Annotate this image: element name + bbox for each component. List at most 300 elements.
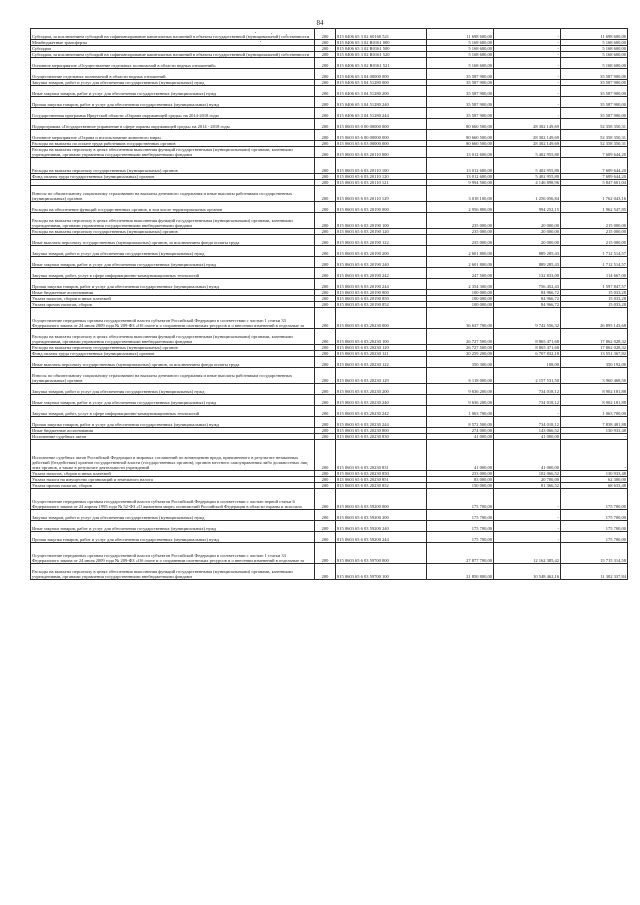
row-name-cell: Закупка товаров, работ и услуг для обеспечения государственных (муниципальных) нужд xyxy=(31,510,315,521)
row-name-cell: Прочая закупка товаров, работ и услуг для обеспечения государственных (муниципальных) нужд xyxy=(31,417,315,428)
page-number: 84 xyxy=(316,19,324,27)
row-executed-amount-cell: - xyxy=(494,86,561,97)
row-name-cell: Осуществление переданных органам государственной власти субъектов Российской Федерации в соответствии с частью 1 статьи 33 Федерального закона от 24 июля 2009 года № 209-ФЗ «Об охоте и о сохранении охотничьих ресурсов и о внесении изменений в отдельные за xyxy=(31,308,315,329)
row-budget-code-cell: 815 0603 65 6 03 20230 200 xyxy=(336,384,427,395)
row-budget-code-cell: 815 0603 65 6 03 20110 000 xyxy=(336,147,427,158)
row-name-cell: Межбюджетные трансферты xyxy=(31,40,315,46)
row-executed-amount-cell: 10 548 462,16 xyxy=(494,564,561,580)
row-executed-amount-cell: 84 966,72 xyxy=(494,302,561,308)
row-name-cell: Расходы на обеспечение функций государственных органов, в том числе территориальных органов xyxy=(31,202,315,213)
row-name-cell: Иные выплаты персоналу государственных (муниципальных) органов, за исключением фонда оплаты труда xyxy=(31,235,315,246)
row-admin-code-cell: 200 xyxy=(315,279,336,290)
row-approved-amount-cell: 41 000,00 xyxy=(427,434,494,440)
row-admin-code-cell: 200 xyxy=(315,229,336,235)
row-executed-amount-cell: 5 402 955,80 xyxy=(494,174,561,180)
row-unexecuted-amount-cell: 5 168 600,00 xyxy=(561,52,628,58)
row-budget-code-cell: 815 0603 65 6 03 20190 850 xyxy=(336,296,427,302)
row-executed-amount-cell: 20 000,00 xyxy=(494,213,561,229)
row-unexecuted-amount-cell: 13 551 367,82 xyxy=(561,351,628,357)
table-row xyxy=(31,202,628,213)
row-unexecuted-amount-cell: 7 609 644,20 xyxy=(561,147,628,158)
row-unexecuted-amount-cell: 175 700,00 xyxy=(561,489,628,510)
row-unexecuted-amount-cell: 15 033,28 xyxy=(561,302,628,308)
row-budget-code-cell: 815 0406 65 3 04 51280 244 xyxy=(336,108,427,119)
row-executed-amount-cell: - xyxy=(494,40,561,46)
row-name-cell: Субсидии, за исключением субсидий на софинансирование капитальных вложений в объекты государственной (муниципальной) собственности xyxy=(31,29,315,40)
row-executed-amount-cell: 20 000,00 xyxy=(494,235,561,246)
row-unexecuted-amount-cell: 175 700,00 xyxy=(561,521,628,532)
row-approved-amount-cell: 175 700,00 xyxy=(427,510,494,521)
row-budget-code-cell: 815 0603 65 6 03 20110 120 xyxy=(336,174,427,180)
row-budget-code-cell: 815 0603 65 6 03 20190 244 xyxy=(336,279,427,290)
row-admin-code-cell: 200 xyxy=(315,58,336,69)
row-approved-amount-cell: 2 354 300,00 xyxy=(427,279,494,290)
row-unexecuted-amount-cell: 215 000,00 xyxy=(561,235,628,246)
table-row xyxy=(31,489,628,510)
table-row xyxy=(31,268,628,279)
row-executed-amount-cell: 41 000,00 xyxy=(494,434,561,440)
row-executed-amount-cell: - xyxy=(494,489,561,510)
table-row xyxy=(31,521,628,532)
row-admin-code-cell: 200 xyxy=(315,202,336,213)
row-approved-amount-cell: 274 000,00 xyxy=(427,428,494,434)
row-name-cell: Осуществление переданных органам государственной власти субъектов Российской Федерации в соответствии с частью первой статьи 6 Федерального закона от 24 апреля 1995 года № 52-ФЗ «О животном мире» полномочий Российской Федерации в области охраны и использо xyxy=(31,489,315,510)
row-admin-code-cell: 200 xyxy=(315,417,336,428)
row-budget-code-cell: 815 0406 65 3 02 S0160 521 xyxy=(336,29,427,40)
row-unexecuted-amount-cell: 35 587 900,00 xyxy=(561,108,628,119)
row-unexecuted-amount-cell: 8 902 181,88 xyxy=(561,384,628,395)
row-unexecuted-amount-cell: 17 862 028,32 xyxy=(561,329,628,345)
row-approved-amount-cell: 175 700,00 xyxy=(427,489,494,510)
row-admin-code-cell: 200 xyxy=(315,52,336,58)
row-name-cell: Расходы на выплаты персоналу государственных (муниципальных) органов xyxy=(31,229,315,235)
row-budget-code-cell: 815 0406 65 3 02 R0161 520 xyxy=(336,52,427,58)
row-name-cell: Иные закупки товаров, работ и услуг для обеспечения государственных (муниципальных) нужд xyxy=(31,395,315,406)
row-approved-amount-cell: 9 636 200,00 xyxy=(427,384,494,395)
row-budget-code-cell: 815 0603 65 6 03 20230 244 xyxy=(336,417,427,428)
row-approved-amount-cell: 2 601 800,00 xyxy=(427,246,494,257)
row-approved-amount-cell: 235 000,00 xyxy=(427,213,494,229)
row-unexecuted-amount-cell: - xyxy=(561,434,628,440)
table-row xyxy=(31,357,628,368)
row-admin-code-cell: 200 xyxy=(315,235,336,246)
row-budget-code-cell: 815 0406 65 3 02 R0161 000 xyxy=(336,40,427,46)
row-name-cell: Закупка товаров, работ, услуг в сфере информационно-коммуникационных технологий xyxy=(31,406,315,417)
row-name-cell: Закупка товаров, работ, услуг в сфере информационно-коммуникационных технологий xyxy=(31,268,315,279)
row-unexecuted-amount-cell: 350 192,00 xyxy=(561,357,628,368)
row-unexecuted-amount-cell: 62 300,00 xyxy=(561,477,628,483)
row-approved-amount-cell: 5 168 600,00 xyxy=(427,40,494,46)
row-unexecuted-amount-cell: 17 862 028,32 xyxy=(561,345,628,351)
row-name-cell: Уплата налогов, сборов и иных платежей xyxy=(31,471,315,477)
row-name-cell: Основное мероприятие «Осуществление отдельных полномочий в области водных отношений» xyxy=(31,58,315,69)
row-executed-amount-cell: 889 285,43 xyxy=(494,257,561,268)
row-name-cell: Закупка товаров, работ и услуг для обеспечения государственных (муниципальных) нужд xyxy=(31,246,315,257)
row-name-cell: Закупка товаров, работ и услуг для обеспечения государственных (муниципальных) нужд xyxy=(31,384,315,395)
row-unexecuted-amount-cell: 1 762 043,16 xyxy=(561,186,628,202)
row-admin-code-cell: 200 xyxy=(315,186,336,202)
row-approved-amount-cell: 100 000,00 xyxy=(427,296,494,302)
row-budget-code-cell: 815 0603 65 6 03 20230 121 xyxy=(336,351,427,357)
row-budget-code-cell: 815 0603 65 6 03 59200 244 xyxy=(336,532,427,543)
row-executed-amount-cell: 1 256 056,84 xyxy=(494,186,561,202)
row-admin-code-cell: 200 xyxy=(315,86,336,97)
row-approved-amount-cell: 35 587 900,00 xyxy=(427,108,494,119)
row-admin-code-cell: 200 xyxy=(315,296,336,302)
row-admin-code-cell: 200 xyxy=(315,174,336,180)
row-approved-amount-cell: 2 601 800,00 xyxy=(427,257,494,268)
row-budget-code-cell: 815 0603 65 6 03 20230 852 xyxy=(336,483,427,489)
row-admin-code-cell: 200 xyxy=(315,543,336,564)
table-row xyxy=(31,308,628,329)
row-executed-amount-cell: 102 066,52 xyxy=(494,471,561,477)
row-approved-amount-cell: 35 587 900,00 xyxy=(427,86,494,97)
table-row xyxy=(31,69,628,80)
row-unexecuted-amount-cell: 26 895 143,68 xyxy=(561,308,628,329)
table-row xyxy=(31,147,628,158)
row-executed-amount-cell: 84 966,72 xyxy=(494,290,561,296)
row-admin-code-cell: 200 xyxy=(315,158,336,174)
row-approved-amount-cell: 27 877 700,00 xyxy=(427,543,494,564)
row-approved-amount-cell: 1 063 700,00 xyxy=(427,406,494,417)
row-admin-code-cell: 200 xyxy=(315,351,336,357)
row-unexecuted-amount-cell: 5 168 600,00 xyxy=(561,46,628,52)
row-unexecuted-amount-cell: 11 698 600,00 xyxy=(561,29,628,40)
table-row xyxy=(31,213,628,229)
row-name-cell: Субсидии xyxy=(31,46,315,52)
row-unexecuted-amount-cell: 5 847 601,04 xyxy=(561,180,628,186)
row-admin-code-cell: 200 xyxy=(315,213,336,229)
table-row xyxy=(31,246,628,257)
row-admin-code-cell: 200 xyxy=(315,119,336,130)
row-unexecuted-amount-cell: 215 000,00 xyxy=(561,213,628,229)
row-approved-amount-cell: 2 956 800,00 xyxy=(427,202,494,213)
row-name-cell: Фонд оплаты труда государственных (муниципальных) органов xyxy=(31,174,315,180)
row-name-cell: Прочая закупка товаров, работ и услуг для обеспечения государственных (муниципальных) нужд xyxy=(31,279,315,290)
row-budget-code-cell: 815 0406 65 3 04 51280 000 xyxy=(336,80,427,86)
table-row xyxy=(31,417,628,428)
row-name-cell: Прочая закупка товаров, работ и услуг для обеспечения государственных (муниципальных) нужд xyxy=(31,532,315,543)
row-unexecuted-amount-cell: 215 000,00 xyxy=(561,229,628,235)
row-approved-amount-cell: 13 012 600,00 xyxy=(427,158,494,174)
row-unexecuted-amount-cell: 11 302 337,84 xyxy=(561,564,628,580)
row-approved-amount-cell: 247 500,00 xyxy=(427,268,494,279)
row-name-cell: Субсидии, за исключением субсидий на софинансирование капитальных вложений в объекты государственной (муниципальной) собственности xyxy=(31,52,315,58)
row-budget-code-cell: 815 0603 65 6 03 20190 240 xyxy=(336,257,427,268)
table-row xyxy=(31,384,628,395)
row-admin-code-cell: 200 xyxy=(315,368,336,384)
row-executed-amount-cell: - xyxy=(494,532,561,543)
row-name-cell: Расходы на выплаты персоналу в целях обеспечения выполнения функций государственными (муниципальными) органами, казенными учреждениями, органами управления государственными внебюджетными фондами xyxy=(31,329,315,345)
row-unexecuted-amount-cell: 130 933,48 xyxy=(561,428,628,434)
row-admin-code-cell: 200 xyxy=(315,69,336,80)
table-row xyxy=(31,86,628,97)
row-budget-code-cell: 815 0603 65 0 00 00000 000 xyxy=(336,119,427,130)
table-row xyxy=(31,543,628,564)
row-admin-code-cell: 200 xyxy=(315,357,336,368)
row-unexecuted-amount-cell: 175 700,00 xyxy=(561,510,628,521)
row-budget-code-cell: 815 0406 65 3 02 R0161 500 xyxy=(336,46,427,52)
row-unexecuted-amount-cell: - xyxy=(561,440,628,471)
row-approved-amount-cell: 9 994 500,00 xyxy=(427,180,494,186)
row-budget-code-cell: 815 0406 65 3 02 R0161 521 xyxy=(336,58,427,69)
row-budget-code-cell: 815 0406 65 3 04 51280 240 xyxy=(336,97,427,108)
row-unexecuted-amount-cell: 130 933,48 xyxy=(561,471,628,477)
row-unexecuted-amount-cell: 7 609 644,20 xyxy=(561,174,628,180)
table-row xyxy=(31,186,628,202)
row-budget-code-cell: 815 0603 65 6 03 20190 800 xyxy=(336,290,427,296)
row-approved-amount-cell: 350 300,00 xyxy=(427,357,494,368)
row-unexecuted-amount-cell: 175 700,00 xyxy=(561,532,628,543)
budget-table xyxy=(30,28,628,580)
table-row xyxy=(31,564,628,580)
row-admin-code-cell: 200 xyxy=(315,108,336,119)
row-admin-code-cell: 200 xyxy=(315,180,336,186)
row-unexecuted-amount-cell: 8 902 181,88 xyxy=(561,395,628,406)
row-approved-amount-cell: 35 587 900,00 xyxy=(427,97,494,108)
row-budget-code-cell: 815 0603 65 6 03 20230 240 xyxy=(336,395,427,406)
row-admin-code-cell: 200 xyxy=(315,302,336,308)
row-unexecuted-amount-cell: 35 587 900,00 xyxy=(561,97,628,108)
row-executed-amount-cell: 84 966,72 xyxy=(494,296,561,302)
row-approved-amount-cell: 8 572 500,00 xyxy=(427,417,494,428)
row-admin-code-cell: 200 xyxy=(315,141,336,147)
row-name-cell: Иные бюджетные ассигнования xyxy=(31,290,315,296)
row-name-cell: Расходы на выплаты персоналу государственных (муниципальных) органов xyxy=(31,345,315,351)
row-approved-amount-cell: 20 259 200,00 xyxy=(427,351,494,357)
row-budget-code-cell: 815 0603 65 6 03 20230 000 xyxy=(336,308,427,329)
row-budget-code-cell: 815 0406 65 3 04 00000 000 xyxy=(336,69,427,80)
row-name-cell: Расходы на выплаты персоналу государственных (муниципальных) органов xyxy=(31,158,315,174)
row-approved-amount-cell: 3 018 100,00 xyxy=(427,186,494,202)
row-approved-amount-cell: 235 000,00 xyxy=(427,235,494,246)
row-approved-amount-cell: 35 587 900,00 xyxy=(427,80,494,86)
table-row xyxy=(31,532,628,543)
row-executed-amount-cell: 28 302 149,69 xyxy=(494,141,561,147)
table-row xyxy=(31,235,628,246)
row-executed-amount-cell: 2 157 531,50 xyxy=(494,368,561,384)
table-row xyxy=(31,130,628,141)
row-name-cell: Иные закупки товаров, работ и услуг для обеспечения государственных (муниципальных) нужд xyxy=(31,521,315,532)
row-admin-code-cell: 200 xyxy=(315,428,336,434)
row-executed-amount-cell: 734 018,12 xyxy=(494,395,561,406)
row-approved-amount-cell: 35 587 900,00 xyxy=(427,69,494,80)
row-unexecuted-amount-cell: 5 168 600,00 xyxy=(561,40,628,46)
row-name-cell: Иные бюджетные ассигнования xyxy=(31,428,315,434)
row-executed-amount-cell: 6 707 832,18 xyxy=(494,351,561,357)
row-admin-code-cell: 200 xyxy=(315,246,336,257)
table-row xyxy=(31,406,628,417)
row-budget-code-cell: 815 0603 65 6 03 20110 100 xyxy=(336,158,427,174)
row-executed-amount-cell: 5 402 955,80 xyxy=(494,147,561,158)
row-approved-amount-cell: 235 000,00 xyxy=(427,229,494,235)
row-admin-code-cell: 200 xyxy=(315,521,336,532)
row-budget-code-cell: 815 0603 65 6 03 20230 120 xyxy=(336,345,427,351)
row-budget-code-cell: 815 0603 65 6 03 20230 100 xyxy=(336,329,427,345)
row-admin-code-cell: 200 xyxy=(315,477,336,483)
row-approved-amount-cell: 5 168 600,00 xyxy=(427,52,494,58)
row-approved-amount-cell: 100 000,00 xyxy=(427,302,494,308)
row-budget-code-cell: 815 0603 65 6 03 20230 242 xyxy=(336,406,427,417)
row-executed-amount-cell: 9 742 556,32 xyxy=(494,308,561,329)
row-executed-amount-cell: 12 162 385,42 xyxy=(494,543,561,564)
row-name-cell: Фонд оплаты труда государственных (муниципальных) органов xyxy=(31,351,315,357)
row-name-cell: Исполнение судебных актов Российской Федерации и мировых соглашений по возмещению вреда, причиненного в результате незаконных действий (бездействия) органов государственной власти (государственных органов), органов местного самоуправления либо должностных лиц этих органов, а также в результате деятельности учреждений xyxy=(31,440,315,471)
row-admin-code-cell: 200 xyxy=(315,80,336,86)
row-approved-amount-cell: 6 118 000,00 xyxy=(427,368,494,384)
row-unexecuted-amount-cell: 1 962 547,85 xyxy=(561,202,628,213)
row-admin-code-cell: 200 xyxy=(315,384,336,395)
row-approved-amount-cell: 80 660 500,00 xyxy=(427,130,494,141)
row-executed-amount-cell: - xyxy=(494,69,561,80)
row-unexecuted-amount-cell: 35 587 900,00 xyxy=(561,69,628,80)
row-name-cell: Иные закупки товаров, работ и услуг для обеспечения государственных (муниципальных) нужд xyxy=(31,86,315,97)
row-budget-code-cell: 815 0603 65 6 03 59200 200 xyxy=(336,510,427,521)
row-admin-code-cell: 200 xyxy=(315,489,336,510)
row-unexecuted-amount-cell: 52 358 350,31 xyxy=(561,141,628,147)
row-admin-code-cell: 200 xyxy=(315,329,336,345)
row-budget-code-cell: 815 0603 65 6 03 20230 800 xyxy=(336,428,427,434)
row-executed-amount-cell: 143 066,52 xyxy=(494,428,561,434)
row-name-cell: Основное мероприятие «Охрана и использование животного мира» xyxy=(31,130,315,141)
row-unexecuted-amount-cell: 1 712 514,57 xyxy=(561,246,628,257)
row-budget-code-cell: 815 0603 65 6 03 59700 100 xyxy=(336,564,427,580)
row-unexecuted-amount-cell: 52 358 350,31 xyxy=(561,130,628,141)
row-name-cell: Расходы на выплаты персоналу в целях обеспечения выполнения функций государственными (муниципальными) органами, казенными учреждениями, органами управления государственными внебюджетными фондами xyxy=(31,213,315,229)
row-admin-code-cell: 200 xyxy=(315,97,336,108)
row-executed-amount-cell: 28 302 149,69 xyxy=(494,119,561,130)
row-budget-code-cell: 815 0603 65 6 00 00000 000 xyxy=(336,130,427,141)
row-approved-amount-cell: 13 012 600,00 xyxy=(427,147,494,158)
row-executed-amount-cell: 889 285,43 xyxy=(494,246,561,257)
row-admin-code-cell: 200 xyxy=(315,345,336,351)
row-name-cell: Иные закупки товаров, работ и услуг для обеспечения государственных (муниципальных) нужд xyxy=(31,257,315,268)
row-admin-code-cell: 200 xyxy=(315,290,336,296)
row-executed-amount-cell: 132 833,00 xyxy=(494,268,561,279)
row-name-cell: Прочая закупка товаров, работ и услуг для обеспечения государственных (муниципальных) нужд xyxy=(31,97,315,108)
row-admin-code-cell: 200 xyxy=(315,147,336,158)
row-approved-amount-cell: 11 698 600,00 xyxy=(427,29,494,40)
row-admin-code-cell: 200 xyxy=(315,434,336,440)
table-row xyxy=(31,368,628,384)
row-executed-amount-cell: 734 018,12 xyxy=(494,384,561,395)
row-budget-code-cell: 815 0603 65 6 03 20190 200 xyxy=(336,246,427,257)
row-executed-amount-cell: - xyxy=(494,29,561,40)
row-approved-amount-cell: 83 000,00 xyxy=(427,477,494,483)
row-budget-code-cell: 815 0603 65 6 03 20230 850 xyxy=(336,471,427,477)
table-row xyxy=(31,97,628,108)
row-executed-amount-cell: 8 865 471,68 xyxy=(494,329,561,345)
row-name-cell: Расходы на выплаты персоналу в целях обеспечения выполнения функций государственными (муниципальными) органами, казенными учреждениями, органами управления государственными внебюджетными фондами xyxy=(31,147,315,158)
row-unexecuted-amount-cell: 1 712 514,57 xyxy=(561,257,628,268)
row-executed-amount-cell: 20 000,00 xyxy=(494,229,561,235)
row-name-cell: Иные выплаты персоналу государственных (муниципальных) органов, за исключением фонда оплаты труда xyxy=(31,357,315,368)
row-name-cell: Уплата прочих налогов, сборов xyxy=(31,483,315,489)
row-admin-code-cell: 200 xyxy=(315,395,336,406)
row-approved-amount-cell: 80 660 500,00 xyxy=(427,119,494,130)
row-admin-code-cell: 200 xyxy=(315,40,336,46)
row-unexecuted-amount-cell: 35 587 900,00 xyxy=(561,80,628,86)
row-executed-amount-cell: - xyxy=(494,46,561,52)
row-budget-code-cell: 815 0603 65 6 03 20110 121 xyxy=(336,180,427,186)
table-row xyxy=(31,158,628,174)
row-unexecuted-amount-cell: 15 033,28 xyxy=(561,290,628,296)
row-budget-code-cell: 815 0603 65 6 03 20190 000 xyxy=(336,202,427,213)
row-budget-code-cell: 815 0603 65 6 03 20230 831 xyxy=(336,440,427,471)
row-approved-amount-cell: 21 850 800,00 xyxy=(427,564,494,580)
row-executed-amount-cell: - xyxy=(494,97,561,108)
row-approved-amount-cell: 41 000,00 xyxy=(427,440,494,471)
row-admin-code-cell: 200 xyxy=(315,471,336,477)
row-executed-amount-cell: 81 366,52 xyxy=(494,483,561,489)
row-approved-amount-cell: 150 000,00 xyxy=(427,483,494,489)
row-unexecuted-amount-cell: 35 587 900,00 xyxy=(561,86,628,97)
row-name-cell: Осуществление отдельных полномочий в области водных отношений xyxy=(31,69,315,80)
row-name-cell: Расходы на выплаты персоналу в целях обеспечения выполнения функций государственными (муниципальными) органами, казенными учреждениями, органами управления государственными внебюджетными фондами xyxy=(31,564,315,580)
row-approved-amount-cell: 5 168 600,00 xyxy=(427,46,494,52)
row-name-cell: Взносы по обязательному социальному страхованию на выплаты денежного содержания и иные выплаты работникам государственных (муниципальных) органов xyxy=(31,186,315,202)
row-budget-code-cell: 815 0603 65 6 03 20230 122 xyxy=(336,357,427,368)
row-unexecuted-amount-cell: 114 667,00 xyxy=(561,268,628,279)
row-unexecuted-amount-cell: 3 960 468,50 xyxy=(561,368,628,384)
row-budget-code-cell: 815 0603 65 6 03 20230 830 xyxy=(336,434,427,440)
row-name-cell: Осуществление переданных органам государственной власти субъектов Российской Федерации в соответствии с частью 1 статьи 33 Федерального закона от 24 июля 2009 года № 209-ФЗ «Об охоте и о сохранении охотничьих ресурсов и о внесении изменений в отдельные за xyxy=(31,543,315,564)
row-executed-amount-cell: 734 018,12 xyxy=(494,417,561,428)
table-row xyxy=(31,440,628,471)
row-budget-code-cell: 815 0603 65 6 03 20190 122 xyxy=(336,235,427,246)
row-unexecuted-amount-cell: 68 633,48 xyxy=(561,483,628,489)
table-row xyxy=(31,395,628,406)
row-approved-amount-cell: 9 636 200,00 xyxy=(427,395,494,406)
row-approved-amount-cell: 175 700,00 xyxy=(427,521,494,532)
row-name-cell: Подпрограмма «Государственное управление в сфере охраны окружающей среды» на 2014 - 2018 годы xyxy=(31,119,315,130)
row-approved-amount-cell: 80 660 500,00 xyxy=(427,141,494,147)
row-budget-code-cell: 815 0603 65 6 03 20190 852 xyxy=(336,302,427,308)
row-executed-amount-cell: - xyxy=(494,58,561,69)
row-budget-code-cell: 815 0603 65 6 03 59200 000 xyxy=(336,489,427,510)
row-executed-amount-cell: 41 000,00 xyxy=(494,440,561,471)
row-approved-amount-cell: 36 637 700,00 xyxy=(427,308,494,329)
row-admin-code-cell: 200 xyxy=(315,257,336,268)
row-admin-code-cell: 200 xyxy=(315,308,336,329)
row-budget-code-cell: 815 0603 65 6 03 59700 000 xyxy=(336,543,427,564)
table-row xyxy=(31,108,628,119)
row-approved-amount-cell: 233 000,00 xyxy=(427,471,494,477)
row-executed-amount-cell: - xyxy=(494,108,561,119)
row-budget-code-cell: 815 0603 65 6 03 59200 240 xyxy=(336,521,427,532)
row-unexecuted-amount-cell: 7 838 481,88 xyxy=(561,417,628,428)
row-admin-code-cell: 200 xyxy=(315,406,336,417)
row-admin-code-cell: 200 xyxy=(315,532,336,543)
row-budget-code-cell: 815 0603 65 6 03 20190 120 xyxy=(336,229,427,235)
row-budget-code-cell: 815 0603 65 6 03 00000 000 xyxy=(336,141,427,147)
row-approved-amount-cell: 5 168 600,00 xyxy=(427,58,494,69)
row-approved-amount-cell: 13 012 600,00 xyxy=(427,174,494,180)
row-budget-code-cell: 815 0406 65 3 04 51280 200 xyxy=(336,86,427,97)
row-executed-amount-cell: - xyxy=(494,406,561,417)
table-row xyxy=(31,119,628,130)
row-name-cell: Расходы на выплаты по оплате труда работников государственных органов xyxy=(31,141,315,147)
table-row xyxy=(31,58,628,69)
row-name-cell: Уплата налогов, сборов и иных платежей xyxy=(31,296,315,302)
table-row xyxy=(31,279,628,290)
row-name-cell: Уплата прочих налогов, сборов xyxy=(31,302,315,308)
row-unexecuted-amount-cell: 15 033,28 xyxy=(561,296,628,302)
row-executed-amount-cell: - xyxy=(494,510,561,521)
row-unexecuted-amount-cell: 1 063 700,00 xyxy=(561,406,628,417)
row-unexecuted-amount-cell: 5 168 600,00 xyxy=(561,58,628,69)
row-admin-code-cell: 200 xyxy=(315,510,336,521)
